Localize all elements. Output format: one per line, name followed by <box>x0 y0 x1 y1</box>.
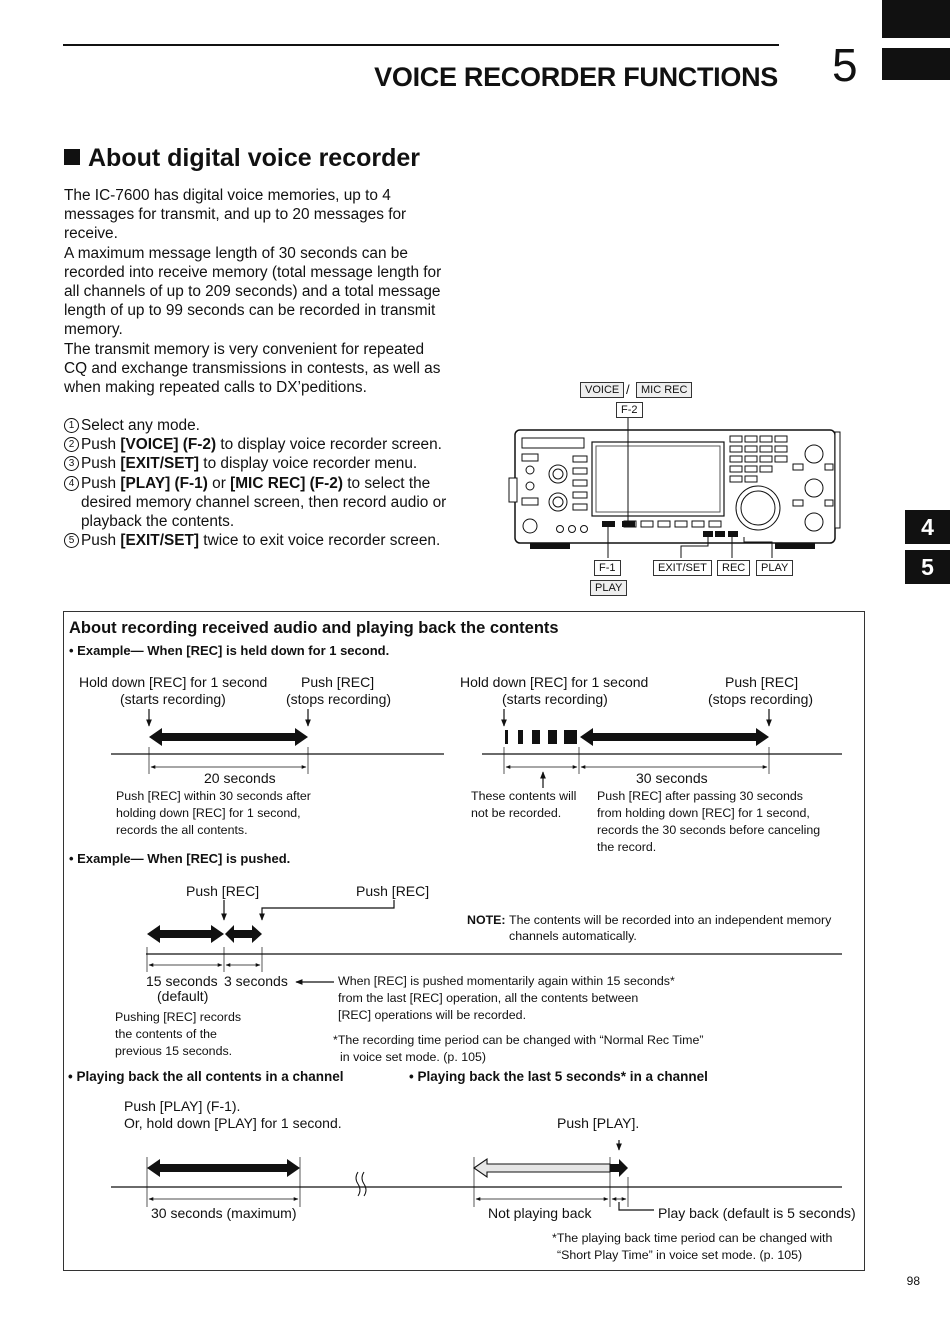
step-item: 4 Push [PLAY] (F-1) or [MIC REC] (F-2) to select the desired memory channel screen, then record audio or playback the contents. <box>64 474 454 532</box>
ex2-push2-label: Push [REC] <box>356 883 430 899</box>
label-slash: / <box>626 382 630 397</box>
step-item: 1 Select any mode. <box>64 416 454 435</box>
chapter-title: VOICE RECORDER FUNCTIONS <box>374 62 778 92</box>
section-title: About digital voice recorder <box>64 144 420 173</box>
ex1a-note: Push [REC] within 30 seconds after holding down [REC] for 1 second, records the all contents. <box>116 789 311 837</box>
note-text-cont: channels automatically. <box>509 929 637 943</box>
step-item: 2 Push [VOICE] (F-2) to display voice recorder screen. <box>64 435 454 454</box>
ex2-push1-label: Push [REC] <box>186 883 260 899</box>
ex1b-stop-sublabel: (stops recording) <box>708 691 814 707</box>
intro-text <box>64 186 449 397</box>
rec-key-label: REC <box>717 560 750 576</box>
ex2-duration-15: 15 seconds <box>146 973 218 989</box>
step-item: 3 Push [EXIT/SET] to display voice recorder menu. <box>64 454 454 473</box>
not-playing-label: Not playing back <box>488 1205 592 1221</box>
radio-illustration <box>500 418 850 558</box>
play-footnote: *The playing back time period can be changed with “Short Play Time” in voice set mode. (p. 105) <box>552 1231 833 1262</box>
page-number: 98 <box>906 1274 920 1288</box>
note-label: NOTE: <box>467 913 506 927</box>
ex1a-duration: 20 seconds <box>204 770 276 786</box>
ex2-footnote: *The recording time period can be changed with “Normal Rec Time” in voice set mode. (p. 105) <box>333 1033 704 1064</box>
ex1a-start-label: Hold down [REC] for 1 second <box>79 674 268 690</box>
ex2-duration-3: 3 seconds <box>224 973 288 989</box>
side-tab-5[interactable]: 5 <box>905 550 950 584</box>
steps-list <box>64 416 454 550</box>
f1-key-label: F-1 <box>594 560 621 576</box>
push-play-last-label: Push [PLAY]. <box>557 1115 640 1131</box>
intro-paragraph: The transmit memory is very convenient for repeated CQ and exchange transmissions in contests, as well as when making repeated calls to DX’peditions. <box>64 340 441 397</box>
step-number: 1 <box>64 418 79 433</box>
step-number: 2 <box>64 437 79 452</box>
play-key-label: PLAY <box>756 560 793 576</box>
ex2-duration-default: (default) <box>157 988 209 1004</box>
play-back-label: Play back (default is 5 seconds) <box>658 1205 856 1221</box>
ex1a-stop-label: Push [REC] <box>301 674 375 690</box>
intro-paragraph: A maximum message length of 30 seconds can be recorded into receive memory (total message length for all channels of up to 209 seconds) and a total message length of up to 99 seconds can be recorded in transmit memory. <box>64 244 442 339</box>
ex1b-note: Push [REC] after passing 30 seconds from holding down [REC] for 1 second, records the 30 seconds before canceling the record. <box>597 789 821 854</box>
note-text: The contents will be recorded into an independent memory <box>509 913 832 927</box>
recording-info-box <box>63 611 865 1271</box>
exit-set-key-label: EXIT/SET <box>653 560 712 576</box>
example2-heading: • Example— When [REC] is pushed. <box>69 851 291 866</box>
ex2-when-note: When [REC] is pushed momentarily again within 15 seconds* from the last [REC] operation, all the contents between [REC] operations will be recorded. <box>338 974 675 1022</box>
chapter-number: 5 <box>832 39 858 91</box>
side-tab-4[interactable]: 4 <box>905 510 950 544</box>
mic-rec-key-label: MIC REC <box>636 382 692 398</box>
box-title: About recording received audio and playing back the contents <box>69 619 559 637</box>
intro-paragraph: The IC-7600 has digital voice memories, up to 4 messages for transmit, and up to 20 messages for receive. <box>64 187 407 243</box>
ex1b-start-label: Hold down [REC] for 1 second <box>460 674 649 690</box>
ex1b-duration: 30 seconds <box>636 770 708 786</box>
ex1a-start-sublabel: (starts recording) <box>120 691 226 707</box>
play-key-label-under: PLAY <box>590 580 627 596</box>
ex1b-not-recorded: These contents will not be recorded. <box>471 789 577 820</box>
ex1b-start-sublabel: (starts recording) <box>502 691 608 707</box>
square-bullet-icon <box>64 149 80 165</box>
push-play-label: Push [PLAY] (F-1). <box>124 1098 241 1114</box>
corner-tab-top <box>882 0 950 38</box>
ex1b-stop-label: Push [REC] <box>725 674 799 690</box>
step-number: 4 <box>64 476 79 491</box>
f2-key-label: F-2 <box>616 402 643 418</box>
header-rule <box>63 44 779 46</box>
timeline-diagrams <box>64 612 864 1270</box>
ex1a-stop-sublabel: (stops recording) <box>286 691 392 707</box>
play-last-heading: • Playing back the last 5 seconds* in a channel <box>409 1069 708 1084</box>
voice-key-label: VOICE <box>580 382 624 398</box>
step-number: 5 <box>64 533 79 548</box>
ex2-pushing-note: Pushing [REC] records the contents of the previous 15 seconds. <box>115 1010 242 1058</box>
play-all-heading: • Playing back the all contents in a channel <box>68 1069 344 1084</box>
play-duration-max: 30 seconds (maximum) <box>151 1205 297 1221</box>
example1-heading: • Example— When [REC] is held down for 1 second. <box>69 643 390 658</box>
hold-play-label: Or, hold down [PLAY] for 1 second. <box>124 1115 342 1131</box>
corner-tab-bottom <box>882 48 950 80</box>
step-item: 5 Push [EXIT/SET] twice to exit voice recorder screen. <box>64 531 454 550</box>
step-number: 3 <box>64 456 79 471</box>
